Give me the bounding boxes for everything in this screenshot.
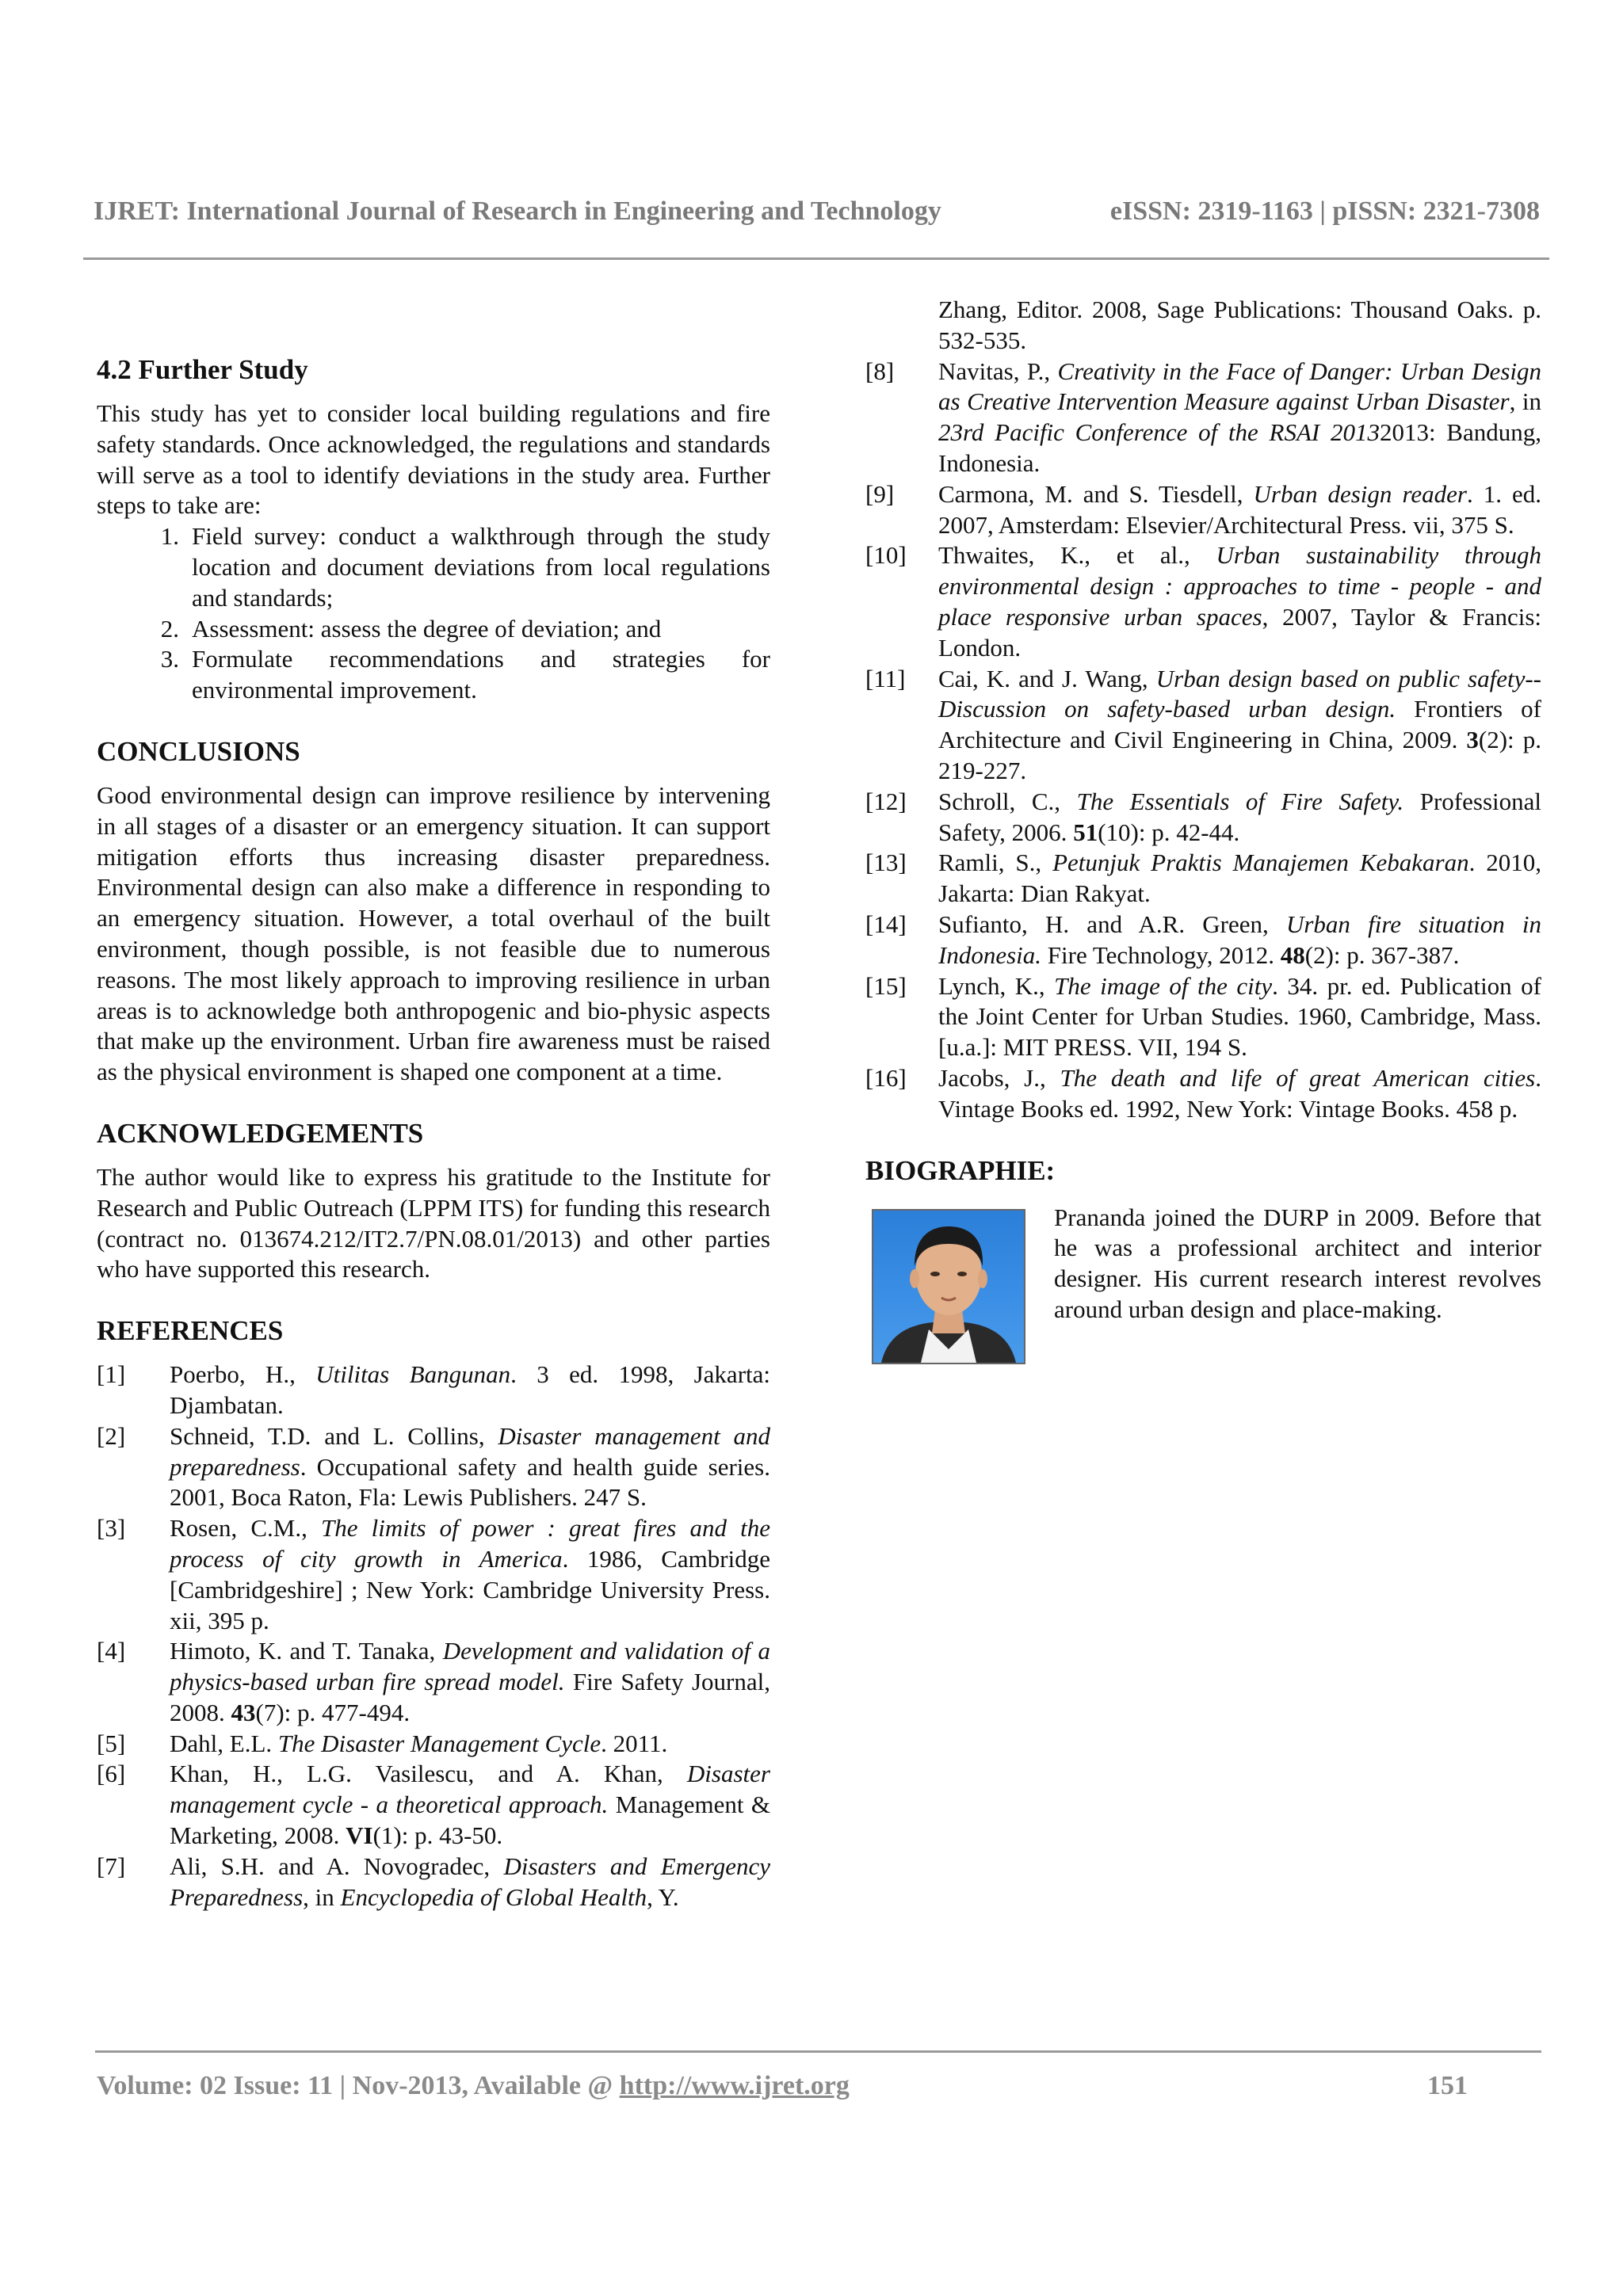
reference-number: [5] — [97, 1729, 126, 1757]
reference-number: [9] — [865, 479, 895, 508]
reference-text: Dahl, E.L. The Disaster Management Cycle. 2011. — [170, 1729, 668, 1757]
reference-text: Navitas, P., Creativity in the Face of Danger: Urban Design as Creative Intervention Measure against Urban Disaster, in 23rd Pacific Conference of the RSAI 20132013: Bandung, Indonesia. — [938, 357, 1541, 477]
page-number: 151 — [1427, 2071, 1468, 2100]
reference-item — [865, 971, 1541, 1063]
reference-number: [14] — [865, 910, 907, 938]
biography-heading: BIOGRAPHIE: — [865, 1154, 1056, 1186]
reference-text: Carmona, M. and S. Tiesdell, Urban design reader. 1. ed. 2007, Amsterdam: Elsevier/Architectural Press. vii, 375 S. — [938, 479, 1542, 539]
further-study-steps — [97, 521, 770, 706]
reference-item — [865, 848, 1541, 910]
reference-text: Ramli, S., Petunjuk Praktis Manajemen Kebakaran. 2010, Jakarta: Dian Rakyat. — [938, 849, 1541, 908]
conclusions-heading: CONCLUSIONS — [97, 735, 300, 767]
list-item: 1. Field survey: conduct a walkthrough through the study location and document deviations from local regulations and standards; — [160, 522, 770, 612]
reference-text: Cai, K. and J. Wang, Urban design based on public safety--Discussion on safety-based urban design. Frontiers of Architecture and Civil Engineering in China, 2009. 3(2): p. 219-227. — [938, 664, 1541, 784]
reference-text: Sufianto, H. and A.R. Green, Urban fire situation in Indonesia. Fire Technology, 2012. 48(2): p. 367-387. — [938, 910, 1542, 969]
reference-number: [11] — [865, 664, 906, 692]
left-column — [97, 353, 770, 1913]
reference-text: Khan, H., L.G. Vasilescu, and A. Khan, Disaster management cycle - a theoretical approach. Management & Marketing, 2008. VI(1): p. 43-50. — [170, 1760, 770, 1850]
journal-title: IJRET: International Journal of Research in Engineering and Technology — [94, 196, 941, 226]
list-item: 2. Assessment: assess the degree of deviation; and — [160, 614, 662, 643]
reference-number: [4] — [97, 1637, 126, 1665]
reference-item — [97, 1360, 770, 1421]
references-list-left — [97, 1360, 770, 1913]
reference-number: [12] — [865, 787, 907, 815]
footer-divider — [95, 2050, 1541, 2053]
journal-link[interactable]: http://www.ijret.org — [619, 2071, 850, 2100]
biography-text: Prananda joined the DURP in 2009. Before that he was a professional architect and interior designer. His current research interest revolves around urban design and place-making. — [1054, 1203, 1541, 1323]
reference-number: [13] — [865, 849, 907, 877]
reference-text: Jacobs, J., The death and life of great American cities. Vintage Books ed. 1992, New York: Vintage Books. 458 p. — [938, 1063, 1541, 1123]
list-item: 3. Formulate recommendations and strategies for environmental improvement. — [160, 645, 770, 704]
reference-text: Himoto, K. and T. Tanaka, Development and validation of a physics-based urban fire spread model. Fire Safety Journal, 2008. 43(7): p. 477-494. — [170, 1637, 770, 1726]
reference-item — [865, 1063, 1541, 1125]
further-study-heading: 4.2 Further Study — [97, 354, 308, 385]
running-footer — [97, 2066, 1468, 2106]
reference-number: [8] — [865, 357, 895, 385]
right-column — [865, 295, 1541, 1364]
reference-item — [865, 479, 1541, 541]
reference-text: Ali, S.H. and A. Novogradec, Disasters and Emergency Preparedness, in Encyclopedia of Global Health, Y. — [170, 1852, 770, 1911]
acknowledgements-text: The author would like to express his gratitude to the Institute for Research and Public Outreach (LPPM ITS) for funding this research (contract no. 013674.212/IT2.7/PN.08.01/2013) and other parties who have supported this research. — [97, 1162, 770, 1283]
reference-number: [10] — [865, 541, 907, 570]
reference-number: [1] — [97, 1360, 126, 1389]
reference-item — [865, 540, 1541, 663]
conclusions-text: Good environmental design can improve resilience by intervening in all stages of a disaster or an emergency situation. It can support mitigation efforts thus increasing disaster preparedness. Environmental design can also make a difference in responding to an emergency situation. However, a total overhaul of the built environment, though possible, is not feasible due to numerous reasons. The most likely approach to improving resilience in urban areas is to acknowledge both anthropogenic and bio-physic aspects that make up the environment. Urban fire awareness must be raised as the physical environment is shaped one component at a time. — [97, 780, 770, 1086]
biography — [865, 1203, 1541, 1364]
header-divider — [83, 257, 1549, 260]
reference-number: [7] — [97, 1852, 126, 1880]
reference-item — [97, 1636, 770, 1728]
reference-text: Lynch, K., The image of the city. 34. pr. ed. Publication of the Joint Center for Urban Studies. 1960, Cambridge, Mass.[u.a.]: MIT PRESS. VII, 194 S. — [938, 971, 1542, 1062]
reference-number: [16] — [865, 1063, 907, 1092]
reference-item — [97, 1421, 770, 1513]
reference-item — [865, 910, 1541, 971]
further-study-intro: This study has yet to consider local building regulations and fire safety standards. Once acknowledged, the regulations and standards will serve as a tool to identify deviations in the study area. Further steps to take are: — [97, 399, 770, 520]
footer-volume: Volume: 02 Issue: 11 | Nov-2013, Available @ http://www.ijret.org — [97, 2071, 850, 2100]
reference-text: Rosen, C.M., The limits of power : great fires and the process of city growth in America. 1986, Cambridge [Cambridgeshire] ; New York: Cambridge University Press. xii, 395 p. — [170, 1514, 770, 1634]
references-heading: REFERENCES — [97, 1315, 284, 1347]
reference-text: Thwaites, K., et al., Urban sustainability through environmental design : approaches to time - people - and place responsive urban spaces, 2007, Taylor & Francis: London. — [938, 541, 1542, 662]
reference-item — [97, 1729, 770, 1760]
author-photo — [872, 1209, 1025, 1364]
journal-issn: eISSN: 2319-1163 | pISSN: 2321-7308 — [1109, 196, 1540, 226]
reference-number: [15] — [865, 971, 907, 1000]
acknowledgements-heading: ACKNOWLEDGEMENTS — [97, 1117, 424, 1149]
reference-text: Poerbo, H., Utilitas Bangunan. 3 ed. 1998, Jakarta: Djambatan. — [170, 1360, 771, 1419]
reference-number: [3] — [97, 1514, 126, 1543]
reference-item — [865, 357, 1541, 479]
reference-item — [97, 1852, 770, 1913]
reference-item — [97, 1759, 770, 1851]
reference-7-continued: Zhang, Editor. 2008, Sage Publications: Thousand Oaks. p. 532-535. — [938, 296, 1541, 354]
reference-number: [6] — [97, 1760, 126, 1788]
references-list-right — [865, 357, 1541, 1125]
reference-item — [865, 664, 1541, 787]
reference-text: Schroll, C., The Essentials of Fire Safety. Professional Safety, 2006. 51(10): p. 42-44. — [938, 787, 1541, 846]
reference-number: [2] — [97, 1421, 126, 1450]
reference-item — [865, 787, 1541, 849]
reference-text: Schneid, T.D. and L. Collins, Disaster management and preparedness. Occupational safety and health guide series. 2001, Boca Raton, Fla: Lewis Publishers. 247 S. — [170, 1421, 770, 1512]
reference-item — [97, 1513, 770, 1636]
running-header — [94, 192, 1540, 231]
